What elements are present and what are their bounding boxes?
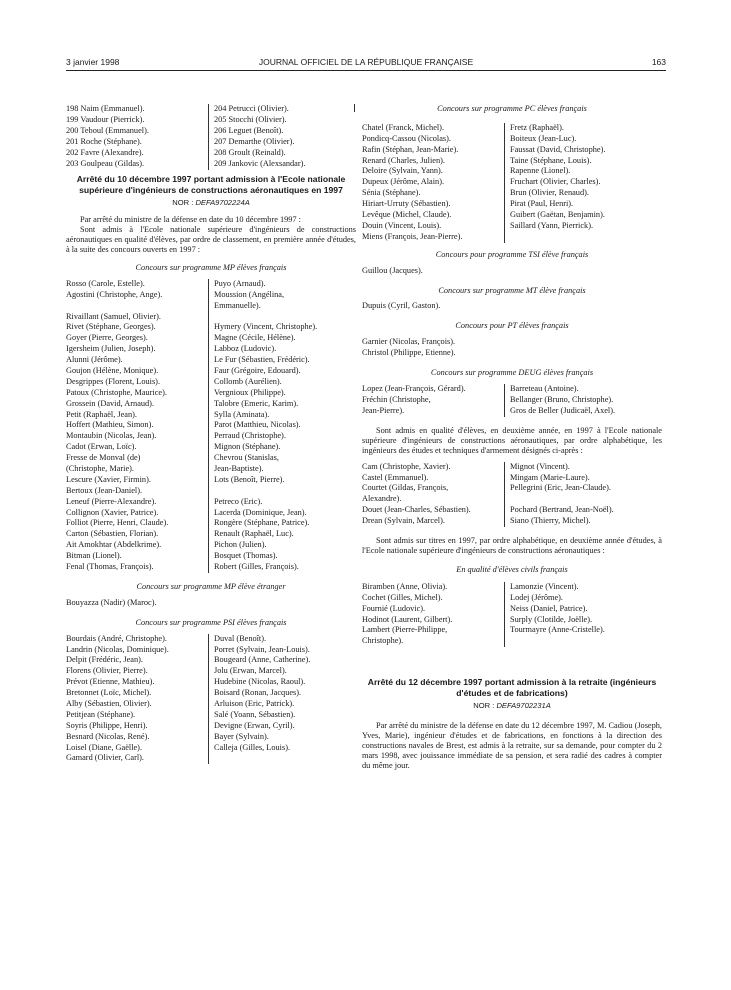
list-row (362, 473, 662, 484)
list-item: Talobre (Emeric, Karim). (214, 398, 299, 408)
list-item: Duval (Benoît). (214, 633, 267, 643)
list-item: Petreco (Eric). (214, 496, 263, 506)
list-item: Hudebine (Nicolas, Raoul). (214, 677, 306, 687)
list-item: 208 Groult (Reinald). (214, 147, 286, 157)
list-row (66, 677, 356, 688)
list-item: Fresse de Monval (de) (Christophe, Marie). (66, 453, 141, 473)
list-item: Le Fur (Sébastien, Frédéric). (214, 355, 310, 365)
list-item: Fenal (Thomas, François). (66, 562, 154, 571)
psi-heading: Concours sur programme PSI élèves français (135, 617, 287, 627)
column-tick (354, 104, 355, 112)
list-row (66, 540, 356, 551)
list-row (362, 516, 662, 527)
list-item: Renault (Raphaël, Luc). (214, 529, 294, 539)
list-item: Dupuis (Cyril, Gaston). (362, 301, 441, 311)
list-row (362, 483, 662, 505)
list-item: Grossein (David, Arnaud). (66, 398, 155, 408)
list-row (66, 551, 356, 562)
list-item: Petit (Raphaël, Jean). (66, 409, 137, 419)
list-item: Rivaillant (Samuel, Olivier). (66, 311, 161, 321)
list-row (66, 279, 356, 290)
arrete-1-title: Arrêté du 10 décembre 1997 portant admission à l'Ecole nationale supérieure d'ingénieurs de constructions aéronautiques en 1997 (76, 174, 346, 195)
list-item: Tourmayre (Anne-Cristelle). (510, 625, 605, 635)
civils-list (362, 582, 662, 647)
list-item: Lots (Benoît, Pierre). (214, 474, 285, 484)
arrete-2-title: Arrêté du 12 décembre 1997 portant admission à la retraite (ingénieurs d'études et de fabrications) (367, 677, 657, 698)
list-row (66, 475, 356, 486)
list-item: Douet (Jean-Charles, Sébastien). (362, 505, 471, 515)
list-item: Courtet (Gildas, François, Alexandre). (362, 483, 449, 504)
list-item: Garnier (Nicolas, François). (362, 337, 456, 347)
list-row (362, 582, 662, 593)
list-item: Salé (Yoann, Sébastien). (214, 709, 296, 719)
mp-list (66, 279, 356, 573)
list-item: Pellegrini (Eric, Jean-Claude). (510, 483, 611, 493)
list-item: Loisel (Diane, Gaëlle). (66, 742, 143, 752)
list-item: Hymery (Vincent, Christophe). (214, 322, 318, 332)
list-row (362, 145, 662, 156)
list-row (362, 604, 662, 615)
list-row (362, 625, 662, 647)
list-item: Soyris (Philippe, Henri). (66, 720, 148, 730)
right-column (362, 104, 662, 771)
ieta-list (362, 462, 662, 527)
list-row (66, 453, 356, 475)
list-row (362, 505, 662, 516)
list-item: Chevrou (Stanislas, Jean-Baptiste). (214, 453, 279, 473)
numbered-list-a (66, 104, 206, 169)
list-item: Magne (Cécile, Hélène). (214, 333, 296, 343)
list-row (66, 721, 356, 732)
list-item: Barreteau (Antoine). (510, 383, 579, 393)
list-item: 209 Jankovic (Alexsandar). (214, 158, 306, 168)
list-item: Drean (Sylvain, Marcel). (362, 516, 445, 526)
list-item: Miens (François, Jean-Pierre). (362, 231, 463, 241)
list-item: Parot (Matthieu, Nicolas). (214, 420, 301, 430)
mt-heading: Concours sur programme MT élève français (438, 285, 586, 295)
list-row (66, 518, 356, 529)
list-item: Landrin (Nicolas, Dominique). (66, 644, 169, 654)
list-item: 203 Goulpeau (Gildas). (66, 158, 145, 168)
list-row (66, 388, 356, 399)
list-item: Pirat (Paul, Henri). (510, 199, 574, 209)
list-item: Rongère (Stéphane, Patrice). (214, 518, 310, 528)
list-item: 198 Naim (Emmanuel). (66, 104, 145, 113)
list-item: 207 Demarthe (Olivier). (214, 136, 295, 146)
list-item: 204 Petrucci (Olivier). (214, 104, 289, 113)
list-item: Rosso (Carole, Estelle). (66, 278, 145, 288)
deug-list (362, 384, 662, 417)
list-row (66, 753, 356, 764)
list-item: Delpit (Frédéric, Jean). (66, 655, 143, 665)
list-item: Igersheim (Julien, Joseph). (66, 344, 156, 354)
list-item: Alby (Sébastien, Olivier). (66, 698, 152, 708)
list-item: Bertoux (Jean-Daniel). (66, 485, 143, 495)
list-row (362, 221, 662, 232)
list-item: Rapenne (Lionel). (510, 166, 571, 176)
tsi-heading: Concours pour programme TSI élève français (435, 249, 589, 259)
civils-heading: En qualité d'élèves civils français (456, 565, 568, 574)
column-divider (504, 582, 505, 647)
list-item: Boiteux (Jean-Luc). (510, 133, 577, 143)
psi-list (66, 634, 356, 765)
column-divider (208, 634, 209, 765)
list-item: Cochet (Gilles, Michel). (362, 592, 443, 602)
list-item: Fruchart (Olivier, Charles). (510, 177, 601, 187)
list-item: Goujon (Hélène, Monique). (66, 365, 159, 375)
list-item: Moussion (Angélina, Emmanuelle). (214, 289, 285, 310)
list-row (66, 508, 356, 519)
list-item: Bayer (Sylvain). (214, 731, 269, 741)
list-row (66, 562, 356, 573)
list-row (66, 399, 356, 410)
list-row (362, 166, 662, 177)
list-row (66, 655, 356, 666)
list-item: Sénia (Stéphane). (362, 188, 421, 198)
list-item: Hodinot (Laurent, Gilbert). (362, 614, 453, 624)
list-row (362, 384, 662, 395)
list-item: Puyo (Arnaud). (214, 278, 266, 288)
list-row (362, 210, 662, 221)
list-item: Boisard (Ronan, Jacques). (214, 688, 302, 698)
list-row (66, 312, 356, 323)
list-item: Pichon (Julien). (214, 540, 267, 550)
list-item: Hoffert (Mathieu, Simon). (66, 420, 154, 430)
column-divider (504, 123, 505, 243)
list-item: Leneuf (Pierre-Alexandre). (66, 496, 157, 506)
list-item: Cam (Christophe, Xavier). (362, 461, 451, 471)
pt-heading: Concours pour PT élèves français (455, 321, 569, 331)
list-item: Rafin (Stéphan, Jean-Marie). (362, 144, 459, 154)
nor-code: DEFA9702231A (496, 701, 551, 711)
list-item: Bouyazza (Nadir) (Maroc). (66, 597, 157, 607)
top-numbered-list (66, 104, 356, 170)
list-item: 205 Stocchi (Olivier). (214, 114, 287, 124)
list-item: Guillou (Jacques). (362, 265, 423, 275)
list-item: Guibert (Gaëtan, Benjamin). (510, 210, 605, 220)
arrete-2-nor (362, 701, 662, 712)
list-item: Faur (Grégoire, Edouard). (214, 365, 301, 375)
list-row (66, 645, 356, 656)
list-item: Robert (Gilles, François). (214, 562, 299, 571)
list-item: 200 Teboul (Emmanuel). (66, 125, 149, 135)
header-rule (66, 70, 666, 71)
list-item: Arluison (Eric, Patrick). (214, 698, 295, 708)
list-row (362, 462, 662, 473)
mp-heading: Concours sur programme MP élèves français (135, 262, 287, 272)
list-item: Levêque (Michel, Claude). (362, 210, 452, 220)
list-item: 201 Roche (Stéphane). (66, 136, 142, 146)
list-row (66, 322, 356, 333)
column-divider (208, 104, 209, 170)
list-row (66, 377, 356, 388)
list-row (66, 666, 356, 677)
list-item: 202 Favre (Alexandre). (66, 147, 144, 157)
list-item: Bourdais (André, Christophe). (66, 633, 167, 643)
list-row (362, 156, 662, 167)
nor-label: NOR : (473, 701, 495, 711)
list-row (66, 333, 356, 344)
list-item: Douin (Vincent, Louis). (362, 220, 442, 230)
list-row (66, 743, 356, 754)
list-item: Agostini (Christophe, Ange). (66, 289, 163, 299)
list-item: Montaubin (Nicolas, Jean). (66, 431, 157, 441)
list-item: Castel (Emmanuel). (362, 472, 429, 482)
list-item: Pondicq-Cassou (Nicolas). (362, 133, 451, 143)
list-row (66, 497, 356, 508)
page-number: 163 (651, 57, 666, 67)
page-header (66, 57, 666, 71)
list-row (66, 732, 356, 743)
list-item: Lescure (Xavier, Firmin). (66, 474, 151, 484)
list-item: Bretonnet (Loïc, Michel). (66, 688, 152, 698)
list-row (66, 290, 356, 312)
arrete-1-nor (66, 198, 356, 209)
column-divider (208, 279, 209, 573)
list-row (66, 529, 356, 540)
list-item: Collomb (Aurélien). (214, 376, 282, 386)
list-item: Bitman (Lionel). (66, 551, 122, 561)
list-row (66, 486, 356, 497)
list-item: Sylla (Aminata). (214, 409, 270, 419)
column-divider (504, 462, 505, 527)
pc-list (362, 123, 662, 243)
list-item: Jolu (Erwan, Marcel). (214, 666, 287, 676)
list-item: Lamonzie (Vincent). (510, 581, 579, 591)
list-item: Faussat (David, Christophe). (510, 144, 606, 154)
list-row (362, 188, 662, 199)
list-item: Christol (Philippe, Etienne). (362, 348, 456, 358)
list-item: Mignot (Vincent). (510, 461, 570, 471)
mp-etranger-heading: Concours sur programme MP élève étranger (136, 581, 286, 591)
arrete-1-intro: Par arrêté du ministre de la défense en date du 10 décembre 1997 : (80, 214, 301, 224)
list-item: Chatel (Franck, Michel). (362, 122, 445, 132)
list-item: Neiss (Daniel, Patrice). (510, 603, 588, 613)
list-item: Desgrippes (Florent, Louis). (66, 376, 161, 386)
list-row (362, 395, 662, 417)
list-item: Gamard (Olivier, Carl). (66, 753, 144, 763)
list-item: Prévot (Etienne, Mathieu). (66, 677, 155, 687)
list-row (66, 410, 356, 421)
list-item: Rivet (Stéphane, Georges). (66, 322, 156, 332)
list-item: Petitjean (Stéphane). (66, 709, 136, 719)
list-item: Brun (Olivier, Renaud). (510, 188, 589, 198)
list-item: Devigne (Erwan, Cyril). (214, 720, 295, 730)
list-item: Fretz (Raphaël). (510, 122, 564, 132)
pc-heading: Concours sur programme PC élèves français (437, 104, 587, 113)
list-item: Lambert (Pierre-Philippe, Christophe). (362, 625, 448, 646)
list-row (66, 634, 356, 645)
list-row (66, 431, 356, 442)
list-item: Fréchin (Christophe, Jean-Pierre). (362, 394, 431, 415)
list-item: Florens (Olivier, Pierre). (66, 666, 148, 676)
list-item: Collignon (Xavier, Patrice). (66, 507, 159, 517)
list-item: Renard (Charles, Julien). (362, 155, 445, 165)
list-item: Biramben (Anne, Olivia). (362, 581, 448, 591)
list-row (362, 177, 662, 188)
sur-titres-paragraph: Sont admis sur titres en 1997, par ordre alphabétique, en deuxième année d'études, à l'Ecole nationale supérieure d'ingénieurs de constructions aéronautiques : (362, 536, 662, 555)
list-item: Lopez (Jean-François, Gérard). (362, 383, 466, 393)
list-item: Saillard (Yann, Pierrick). (510, 220, 594, 230)
list-row (66, 344, 356, 355)
list-item: Goyer (Pierre, Georges). (66, 333, 148, 343)
list-row (66, 699, 356, 710)
list-item: Besnard (Nicolas, René). (66, 731, 150, 741)
list-row (66, 442, 356, 453)
list-item: Hiriart-Urruty (Sébastien). (362, 199, 451, 209)
list-item: Dupeux (Jérôme, Alain). (362, 177, 445, 187)
numbered-list-b (214, 104, 356, 169)
list-row (66, 366, 356, 377)
list-item: Bosquet (Thomas). (214, 551, 278, 561)
list-item: Carton (Sébastien, Florian). (66, 529, 159, 539)
list-row (362, 232, 662, 243)
list-item: Calleja (Gilles, Louis). (214, 742, 291, 752)
nor-code: DEFA9702224A (195, 198, 250, 207)
deuxieme-annee-paragraph: Sont admis en qualité d'élèves, en deuxième année, en 1997 à l'Ecole nationale supérieure d'ingénieurs de constructions aéronautiques, par ordre alphabétique, les ingénieurs des études et techniques d'armement désignés ci-après : (362, 425, 662, 455)
list-row (362, 123, 662, 134)
arrete-2-body: Par arrêté du ministre de la défense en date du 12 décembre 1997, M. Cadiou (Joseph, Yves, Marie), ingénieur d'études et de fabrications, en fonctions à la direction des constructions navales de Brest, est admis à la retraite, sur sa demande, pour compter du 2 mars 1998, avec jouissance immédiate de sa pension, et sera radié des cadres à compter du même jour. (362, 721, 662, 771)
list-item: Siano (Thierry, Michel). (510, 516, 591, 526)
nor-label: NOR : (172, 198, 194, 207)
list-item: Mignon (Stéphane). (214, 442, 281, 452)
deug-heading: Concours sur programme DEUG élèves français (430, 368, 594, 378)
list-item: Deloire (Sylvain, Yann). (362, 166, 443, 176)
list-row (362, 615, 662, 626)
left-column (66, 104, 356, 764)
list-item: Bougeard (Anne, Catherine). (214, 655, 311, 665)
list-item: Pochard (Bertrand, Jean-Noël). (510, 505, 614, 515)
list-item: Vergnioux (Philippe). (214, 387, 286, 397)
arrete-1-body: Sont admis à l'Ecole nationale supérieure d'ingénieurs de constructions aéronautiques en qualité d'élèves, par ordre de classement, en première année d'études, à la suite des concours ouverts en 1997 : (66, 224, 356, 254)
list-row (362, 134, 662, 145)
journal-title: JOURNAL OFFICIEL DE LA RÉPUBLIQUE FRANÇAISE (258, 57, 474, 67)
list-row (66, 710, 356, 721)
list-row (362, 199, 662, 210)
list-row (362, 593, 662, 604)
list-item: Bellanger (Bruno, Christophe). Gros de Beller (Judicaël, Axel). (510, 394, 616, 415)
list-item: 206 Leguet (Benoît). (214, 125, 284, 135)
list-item: Fournié (Ludovic). (362, 603, 426, 613)
list-item: Porret (Sylvain, Jean-Louis). (214, 644, 310, 654)
list-item: Mingam (Marie-Laure). (510, 472, 590, 482)
header-date: 3 janvier 1998 (66, 57, 120, 67)
list-item: Perraud (Christophe). (214, 431, 286, 441)
list-item: Cadot (Erwan, Loïc). (66, 442, 137, 452)
list-row (66, 688, 356, 699)
list-item: Taine (Stéphane, Louis). (510, 155, 592, 165)
list-item: Lodej (Jérôme). (510, 592, 563, 602)
list-item: Alunni (Jérôme). (66, 355, 123, 365)
list-item: Folliot (Pierre, Henri, Claude). (66, 518, 169, 528)
list-row (66, 420, 356, 431)
list-item: Patoux (Christophe, Maurice). (66, 387, 167, 397)
list-item: 199 Vaudour (Pierrick). (66, 114, 145, 124)
list-row (66, 355, 356, 366)
list-item: Lacerda (Dominique, Jean). (214, 507, 307, 517)
list-item: Ait Amokhtar (Abdelkrime). (66, 540, 162, 550)
list-item: Surply (Clotilde, Joëlle). (510, 614, 593, 624)
column-divider (504, 384, 505, 417)
list-item: Labboz (Ludovic). (214, 344, 277, 354)
